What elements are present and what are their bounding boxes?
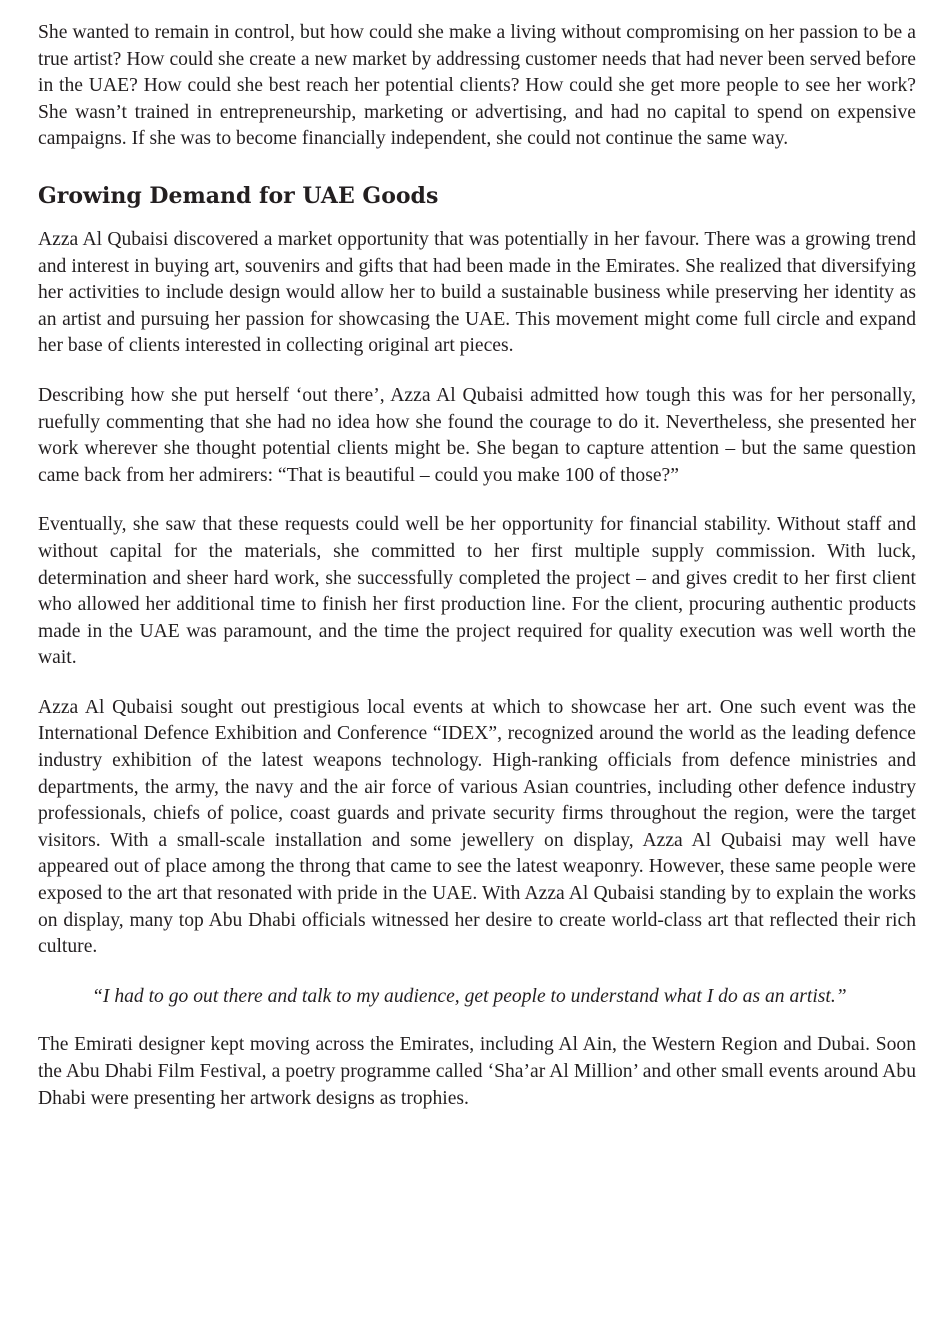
document-page	[38, 20, 916, 1112]
paragraph-out-there: Describing how she put herself ‘out there’, Azza Al Qubaisi admitted how tough this was for her personally, ruefully commenting that she had no idea how she found the courage to do it. Nevertheless, she presented her work wherever she thought potential clients might be. She began to capture attention – but the same question came back from her admirers: “That is beautiful – could you make 100 of those?”	[38, 384, 916, 486]
pull-quote: “I had to go out there and talk to my audience, get people to understand what I do as an artist.”	[92, 985, 847, 1007]
paragraph-market-opportunity: Azza Al Qubaisi discovered a market opportunity that was potentially in her favour. There was a growing trend and interest in buying art, souvenirs and gifts that had been made in the Emirates. She realized that diversifying her activities to include design would allow her to build a sustainable business while preserving her identity as an artist and pursuing her passion for showcasing the UAE. This movement might come full circle and expand her base of clients interested in collecting original art pieces.	[38, 228, 916, 357]
paragraph-idex: Azza Al Qubaisi sought out prestigious local events at which to showcase her art. One such event was the International Defence Exhibition and Conference “IDEX”, recognized around the world as the leading defence industry exhibition of the latest weapons technology. High-ranking officials from defence ministries and departments, the army, the navy and the air force of various Asian countries, including other defence industry professionals, chiefs of police, coast guards and private security firms throughout the region, were the target visitors. With a small-scale installation and some jewellery on display, Azza Al Qubaisi may well have appeared out of place among the throng that came to see the latest weaponry. However, these same people were exposed to the art that resonated with pride in the UAE. With Azza Al Qubaisi standing by to explain the works on display, many top Abu Dhabi officials witnessed her desire to create world-class art that reflected their rich culture.	[38, 696, 916, 958]
paragraph-first-commission: Eventually, she saw that these requests could well be her opportunity for financial stability. Without staff and without capital for the materials, she committed to her first multiple supply commission. With luck, determination and sheer hard work, she successfully completed the project – and gives credit to her first client who allowed her additional time to finish her first production line. For the client, procuring authentic products made in the UAE was paramount, and the time the project required for quality execution was well worth the wait.	[38, 514, 916, 669]
section-heading: Growing Demand for UAE Goods	[38, 182, 439, 209]
paragraph-emirates-events: The Emirati designer kept moving across the Emirates, including Al Ain, the Western Region and Dubai. Soon the Abu Dhabi Film Festival, a poetry programme called ‘Sha’ar Al Million’ and other small events around Abu Dhabi were presenting her artwork designs as trophies.	[38, 1034, 916, 1109]
paragraph-intro: She wanted to remain in control, but how could she make a living without compromising on her passion to be a true artist? How could she create a new market by addressing customer needs that had never been served before in the UAE? How could she best reach her potential clients? How could she get more people to see her work? She wasn’t trained in entrepreneurship, marketing or advertising, and had no capital to spend on expensive campaigns. If she was to become financially independent, she could not continue the same way.	[38, 22, 916, 150]
